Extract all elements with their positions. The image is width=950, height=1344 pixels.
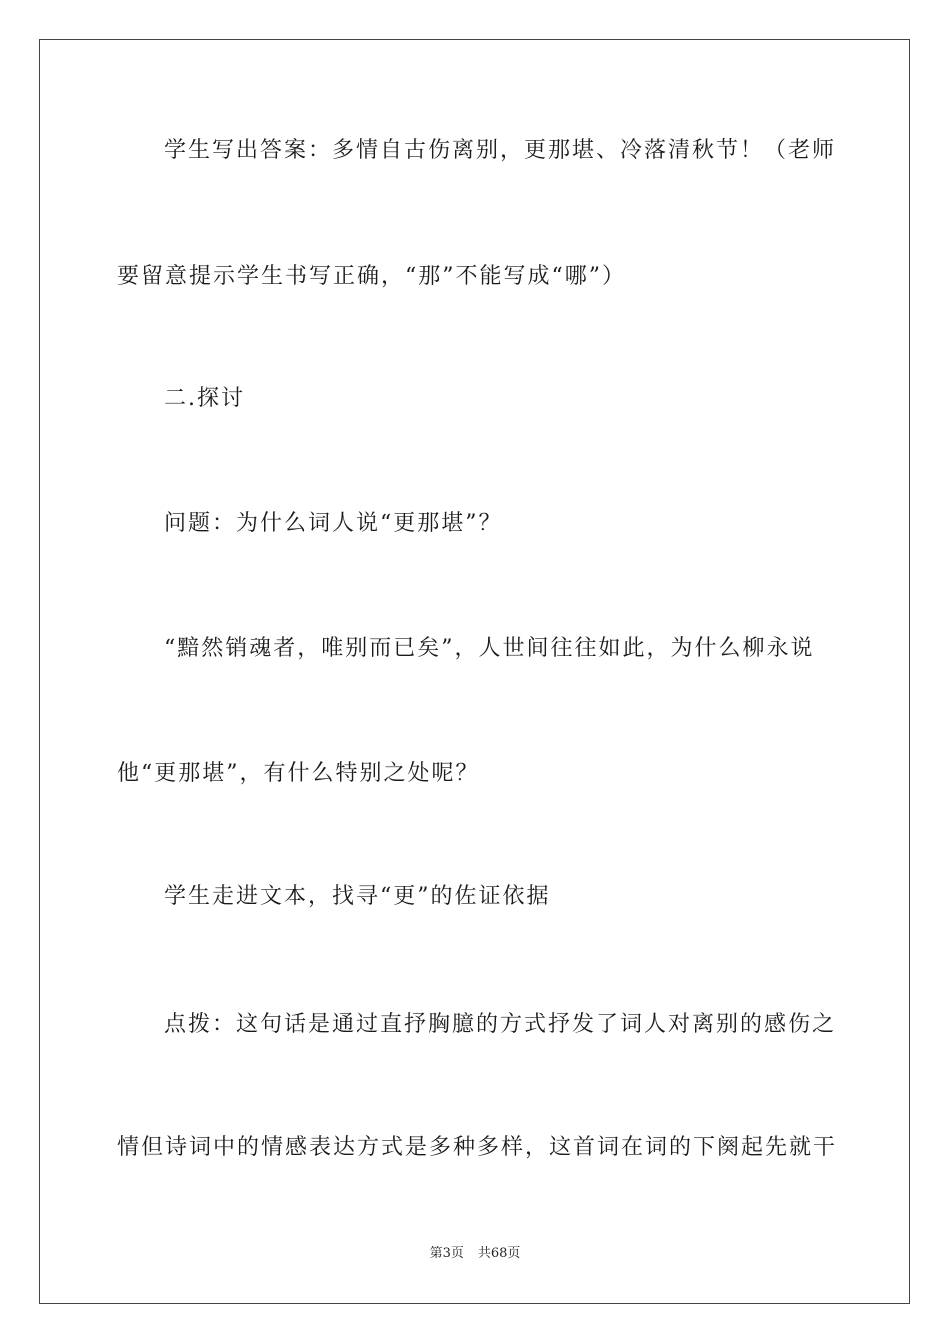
page-number: 第3页 — [429, 1246, 464, 1261]
paragraph-line: 点拨：这句话是通过直抒胸臆的方式抒发了词人对离别的感伤之 — [164, 1012, 837, 1037]
paragraph-line: 学生写出答案：多情自古伤离别，更那堪、冷落清秋节！（老师 — [164, 138, 837, 163]
paragraph-line: 要留意提示学生书写正确，“那”不能写成“哪”） — [117, 264, 626, 289]
paragraph-line: 他“更那堪”，有什么特别之处呢？ — [117, 761, 480, 786]
paragraph-line: “黯然销魂者，唯别而已矣”，人世间往往如此，为什么柳永说 — [164, 636, 815, 661]
page-footer — [0, 1245, 950, 1263]
page-border — [39, 39, 910, 1304]
paragraph-line: 问题：为什么词人说“更那堪”？ — [164, 511, 503, 536]
page-total: 共68页 — [477, 1246, 521, 1261]
section-heading: 二.探讨 — [164, 386, 245, 411]
paragraph-line: 情但诗词中的情感表达方式是多种多样，这首词在词的下阕起先就干 — [117, 1135, 838, 1160]
paragraph-line: 学生走进文本，找寻“更”的佐证依据 — [164, 884, 551, 909]
